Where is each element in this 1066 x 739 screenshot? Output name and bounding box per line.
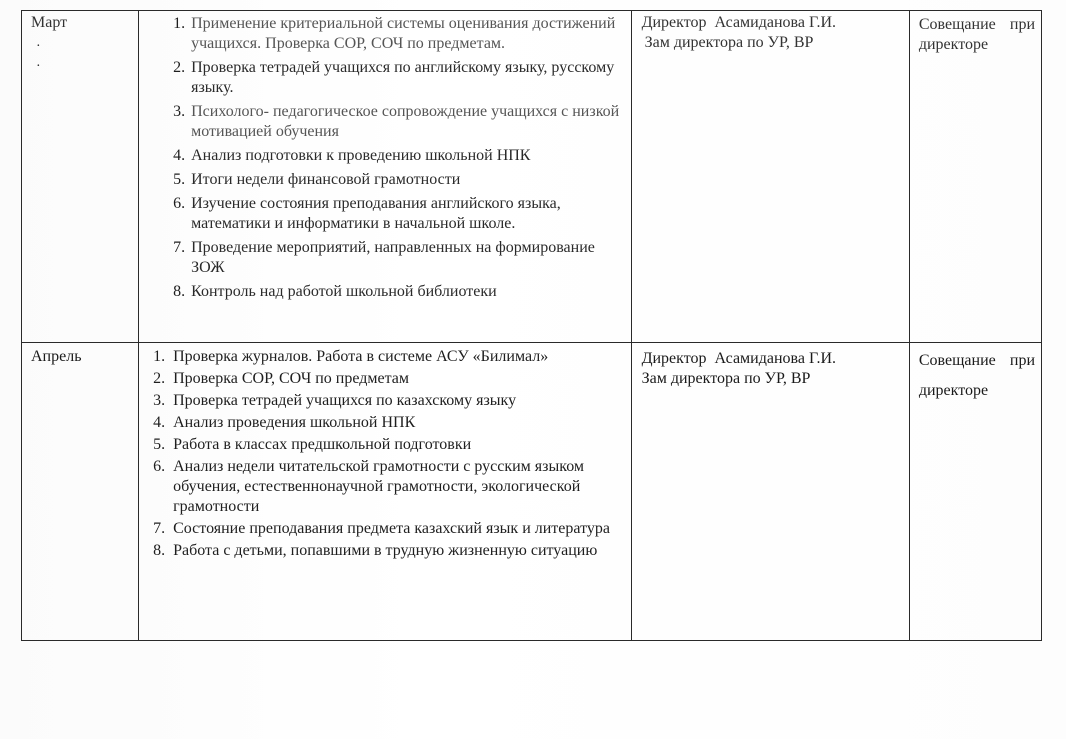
responsible-deputy: Зам директора по УР, ВР [641, 370, 811, 387]
list-item-number: 1. [153, 348, 166, 365]
list-item-text: Проверка СОР, СОЧ по предметам [173, 370, 410, 387]
responsible-cell [631, 343, 909, 641]
list-item [145, 541, 620, 561]
responsible-cell [631, 11, 909, 343]
list-item [165, 58, 620, 98]
list-item [145, 347, 620, 367]
completion-form [910, 11, 1041, 55]
list-item [145, 435, 620, 455]
list-item-number: 2. [153, 370, 166, 387]
form-word: директоре [918, 36, 989, 53]
list-item [165, 194, 620, 234]
task-list [139, 343, 630, 561]
list-item-text: Проверка тетрадей учащихся по казахскому языку [173, 392, 517, 409]
list-item-number: 8. [173, 283, 186, 300]
tasks-cell [139, 343, 631, 641]
form-word: Совещание [918, 352, 996, 369]
list-item-number: 7. [153, 520, 166, 537]
list-item-text: Состояние преподавания предмета казахский язык и литература [173, 520, 610, 537]
list-item [165, 146, 620, 166]
month-label: Апрель [31, 348, 82, 365]
list-item-text: Анализ подготовки к проведению школьной НПК [191, 147, 531, 164]
form-word: Совещание [918, 16, 996, 33]
list-item-text: Изучение состояния преподавания английского языка, математики и информатики в начальной школе. [191, 195, 561, 232]
list-item-number: 4. [153, 414, 166, 431]
month-cell [22, 343, 139, 641]
table-row [22, 11, 1042, 343]
month-cell [22, 11, 139, 343]
list-item [165, 102, 620, 142]
responsible-persons [632, 343, 909, 389]
list-item [165, 14, 620, 54]
list-item-number: 6. [153, 458, 166, 475]
tasks-cell [139, 11, 631, 343]
task-list [139, 11, 630, 302]
list-item-text: Применение критериальной системы оценивания достижений учащихся. Проверка СОР, СОЧ по предметам. [191, 15, 616, 52]
list-item-text: Анализ недели читательской грамотности с русским языком обучения, естественнонаучной грамотности, экологической грамотности [173, 458, 585, 515]
list-item [165, 170, 620, 190]
responsible-director: Директор Асамиданова Г.И. [641, 14, 836, 31]
list-item-text: Проверка журналов. Работа в системе АСУ «Билимал» [173, 348, 549, 365]
pen-marks: · · [36, 39, 75, 74]
table-row [22, 343, 1042, 641]
list-item-number: 1. [173, 15, 186, 32]
list-item-number: 7. [173, 239, 186, 256]
list-item-text: Контроль над работой школьной библиотеки [191, 283, 497, 300]
list-item [165, 238, 620, 278]
list-item [165, 282, 620, 302]
form-word: при [1009, 352, 1035, 369]
list-item-text: Анализ проведения школьной НПК [173, 414, 416, 431]
list-item-number: 8. [153, 542, 166, 559]
list-item [145, 519, 620, 539]
form-word: при [1009, 16, 1035, 33]
list-item-text: Работа с детьми, попавшими в трудную жизненную ситуацию [173, 542, 598, 559]
list-item-text: Проведение мероприятий, направленных на формирование ЗОЖ [191, 239, 595, 276]
list-item-number: 3. [173, 103, 186, 120]
form-word: директоре [918, 382, 989, 399]
responsible-director: Директор Асамиданова Г.И. [641, 350, 836, 367]
list-item [145, 413, 620, 433]
list-item-text: Итоги недели финансовой грамотности [191, 171, 461, 188]
document-page [21, 10, 1042, 641]
list-item-number: 3. [153, 392, 166, 409]
completion-form [910, 343, 1041, 401]
list-item [145, 369, 620, 389]
list-item-text: Работа в классах предшкольной подготовки [173, 436, 472, 453]
control-plan-table [21, 10, 1042, 641]
list-item-number: 5. [173, 171, 186, 188]
responsible-deputy: Зам директора по УР, ВР [644, 34, 814, 51]
list-item-text: Психолого- педагогическое сопровождение учащихся с низкой мотивацией обучения [191, 103, 620, 140]
list-item [145, 391, 620, 411]
list-item [145, 457, 620, 517]
list-item-number: 4. [173, 147, 186, 164]
month-label: Март [31, 14, 68, 31]
responsible-persons [632, 11, 909, 53]
list-item-number: 6. [173, 195, 186, 212]
form-cell [909, 11, 1041, 343]
list-item-number: 2. [173, 59, 186, 76]
form-cell [909, 343, 1041, 641]
list-item-number: 5. [153, 436, 166, 453]
list-item-text: Проверка тетрадей учащихся по английскому языку, русскому языку. [191, 59, 615, 96]
